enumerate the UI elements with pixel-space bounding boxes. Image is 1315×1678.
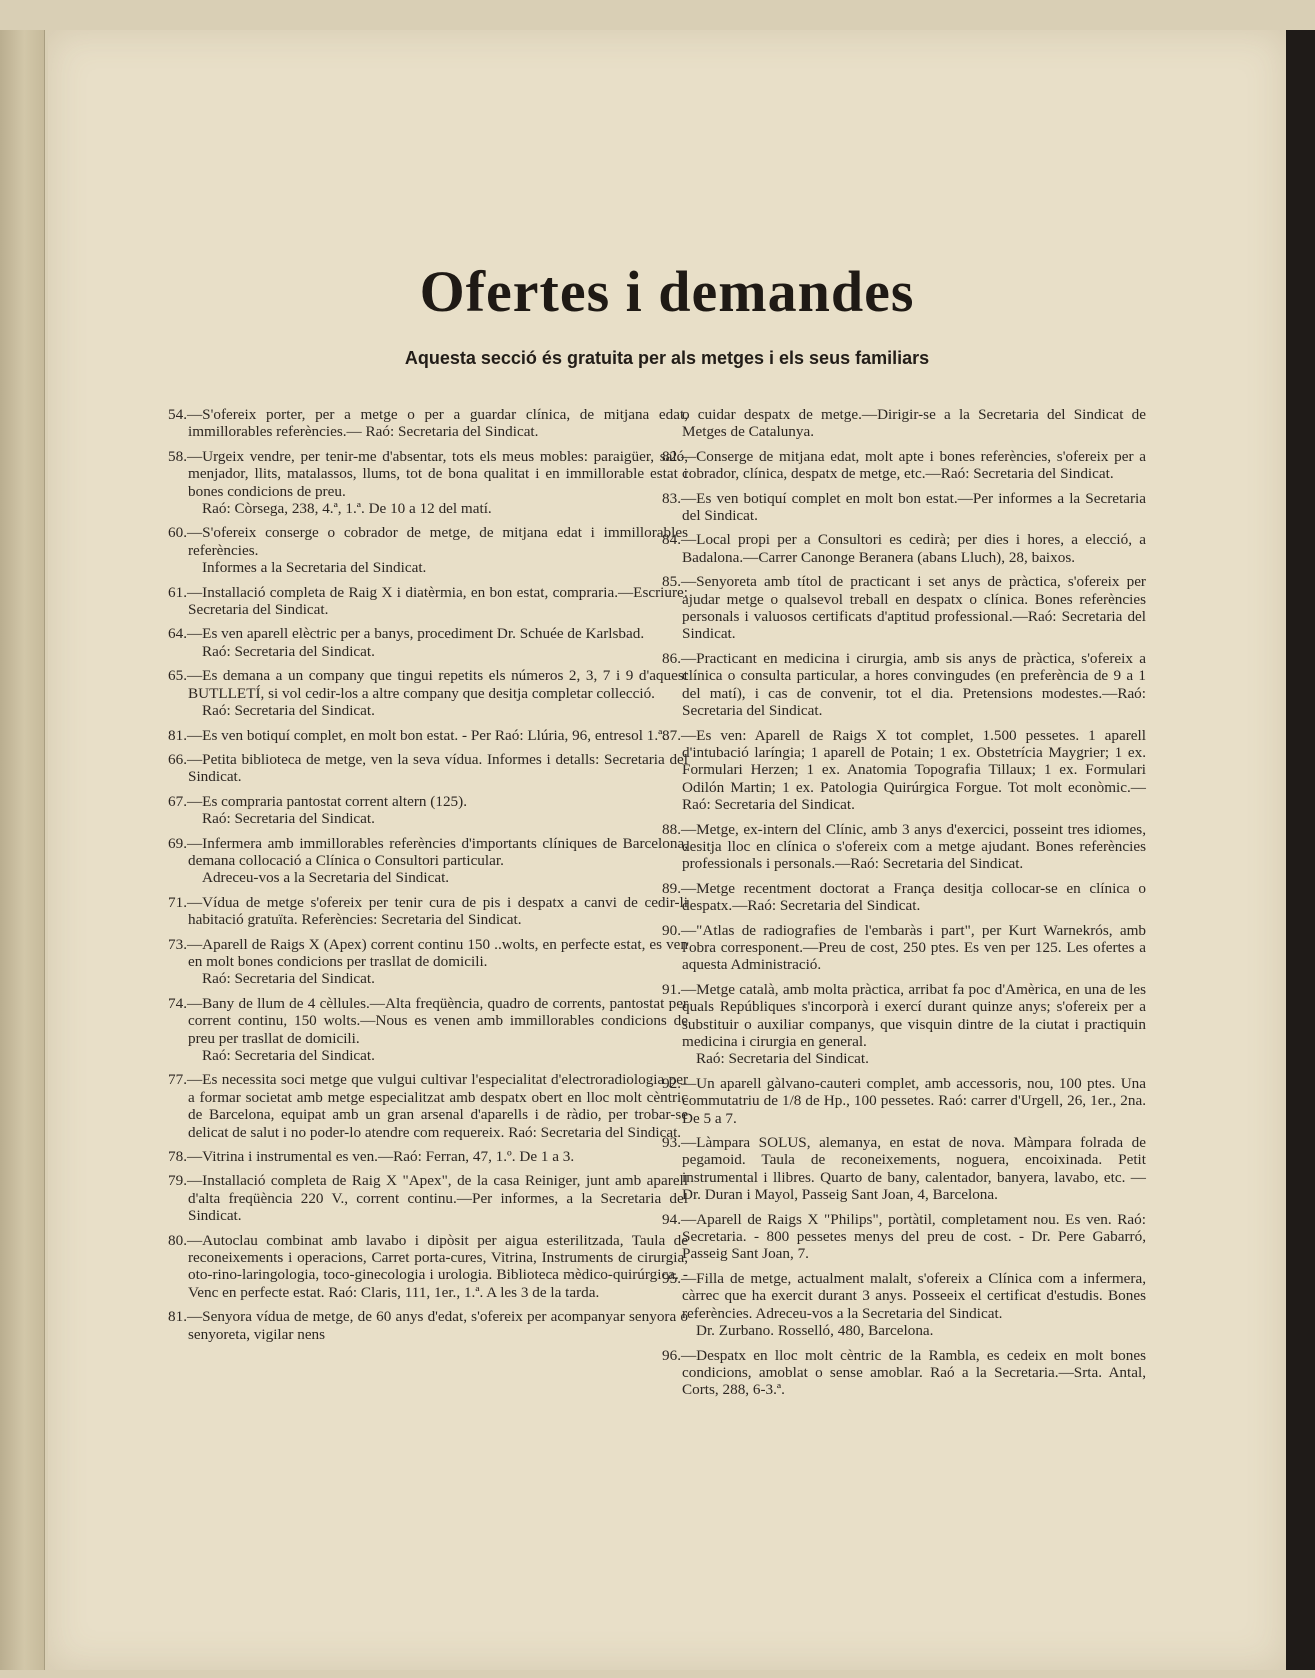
classified-entry [168, 406, 688, 441]
classified-entry [168, 524, 688, 576]
left-column [168, 406, 688, 1350]
classified-entry [662, 650, 1146, 720]
entry-text: 88.—Metge, ex-intern del Clínic, amb 3 anys d'exercici, posseint tres idiomes, desitja lloc en clínica o s'ofereix com a metge ajudant. Bones referències professionals i personals.—Raó: Secretaria del Sindicat. [662, 820, 1146, 873]
classified-entry [168, 667, 688, 719]
entry-text: 94.—Aparell de Raigs X "Philips", portàtil, completament nou. Es ven. Raó: Secretaria. - 800 pessetes menys del preu de cost. - Dr. Pere Gabarró, Passeig Sant Joan, 7. [662, 1210, 1146, 1263]
classified-entry [168, 1308, 688, 1343]
entry-text: 86.—Practicant en medicina i cirurgia, amb sis anys de pràctica, s'ofereix a clínica o consulta particular, a hores convingudes (en preferència de 9 a 1 del matí), i cas de convenir, tot el dia. Pretensions modestes.—Raó: Secretaria del Sindicat. [662, 649, 1146, 720]
classified-entry [662, 1270, 1146, 1340]
entry-contact: Informes a la Secretaria del Sindicat. [202, 559, 427, 577]
entry-text: 81.—Senyora vídua de metge, de 60 anys d'edat, s'ofereix per acompanyar senyora o senyoreta, vigilar nens [168, 1308, 688, 1343]
entry-text: 69.—Infermera amb immillorables referències d'importants clíniques de Barcelona, demana collocació a Clínica o Consultori particular. [168, 834, 688, 869]
classified-entry [662, 880, 1146, 915]
entry-contact: Raó: Secretaria del Sindicat. [202, 702, 375, 720]
entry-text: 87.—Es ven: Aparell de Raigs X tot complet, 1.500 pessetes. 1 aparell d'intubació laríngia; 1 aparell de Potain; 1 ex. Obstetrícia Maygrier; 1 ex. Formulari Herzen; 1 ex. Anatomia Topografia Tillaux; 1 ex. Formulari Odilón Martin; 1 ex. Patologia Quirúrgica Forgue. Tot molt econòmic.—Raó: Secretaria del Sindicat. [662, 726, 1146, 814]
entry-contact: Raó: Secretaria del Sindicat. [202, 1047, 375, 1064]
entry-contact: Adreceu-vos a la Secretaria del Sindicat. [202, 869, 450, 887]
classified-entry [168, 625, 688, 660]
classified-entry [168, 793, 688, 828]
page-subtitle: Aquesta secció és gratuita per als metges i els seus familiars [404, 348, 930, 368]
entry-text: 60.—S'ofereix conserge o cobrador de metge, de mitjana edat i immillorables referències. [168, 524, 688, 559]
entry-text: 71.—Vídua de metge s'ofereix per tenir cura de pis i despatx a canvi de cedir-li habitació gratuïta. Referències: Secretaria del Sindicat. [168, 893, 688, 929]
entry-text: 66.—Petita biblioteca de metge, ven la seva vídua. Informes i detalls: Secretaria del Sindicat. [168, 750, 688, 786]
classified-entry [168, 448, 688, 518]
entry-text: 83.—Es ven botiquí complet en molt bon estat.—Per informes a la Secretaria del Sindicat. [662, 489, 1146, 525]
classified-entry [168, 1071, 688, 1141]
classified-entry [662, 1211, 1146, 1263]
entry-contact: Raó: Secretaria del Sindicat. [202, 642, 375, 660]
book-spine [0, 30, 45, 1670]
entry-text: 54.—S'ofereix porter, per a metge o per a guardar clínica, de mitjana edat, immillorables referències.— Raó: Secretaria del Sindicat. [168, 406, 688, 441]
entry-text: 90.—"Atlas de radiografies de l'embaràs i part", per Kurt Warnekrós, amb l'obra corresponent.—Preu de cost, 250 ptes. Es ven per 125. Les ofertes a aquesta Administració. [662, 921, 1146, 974]
entry-contact: Raó: Secretaria del Sindicat. [202, 970, 375, 988]
page-title: Ofertes i demandes [419, 259, 915, 324]
classified-entry [662, 1347, 1146, 1399]
classified-entry [662, 448, 1146, 483]
entry-text: 80.—Autoclau combinat amb lavabo i dipòsit per aigua esterilitzada, Taula de reconeixements i operacions, Carret porta-cures, Vitrina, Instruments de cirurgia, oto-rino-laringologia, toco-ginecologia i urologia. Biblioteca mèdico-quirúrgica. - Venc en perfecte estat. Raó: Claris, 111, 1er., 1.ª. A les 3 de la tarda. [168, 1231, 688, 1301]
entry-text: 67.—Es compraria pantostat corrent altern (125). [168, 792, 468, 810]
entry-text: 85.—Senyoreta amb títol de practicant i set anys de pràctica, s'ofereix per ajudar metge o qualsevol treball en despatx o clínica. Bones referències personals i valuosos certificats d'aptitud professional.—Raó: Secretaria del Sindicat. [662, 573, 1146, 643]
entry-text: 84.—Local propi per a Consultori es cedirà; per dies i hores, a elecció, a Badalona.—Carrer Canonge Beranera (abans Lluch), 28, baixos. [662, 531, 1146, 566]
entry-text: 61.—Installació completa de Raig X i diatèrmia, en bon estat, compraria.—Escriure: Secretaria del Sindicat. [168, 583, 688, 619]
classified-entry [662, 1134, 1146, 1204]
entry-text: 58.—Urgeix vendre, per tenir-me d'absentar, tots els meus mobles: paraigüer, saló, menjador, llits, matalassos, llums, tot de bona qualitat i en immillorable estat i bones condicions de preu. [168, 447, 688, 500]
classified-entry [168, 995, 688, 1065]
classified-entry [662, 922, 1146, 974]
classified-entry [662, 573, 1146, 643]
entry-text: 93.—Làmpara SOLUS, alemanya, en estat de nova. Màmpara folrada de pegamoid. Taula de reconeixements, noguera, encoixinada. Petit instrumental i llibres. Quarto de bany, calentador, banyera, lavabo, etc. —Dr. Duran i Mayol, Passeig Sant Joan, 4, Barcelona. [662, 1134, 1146, 1204]
entry-text: 96.—Despatx en lloc molt cèntric de la Rambla, es cedeix en molt bones condicions, amoblat o sense amoblar. Raó a la Secretaria.—Srta. Antal, Corts, 288, 6-3.ª. [662, 1346, 1146, 1399]
entry-text: 73.—Aparell de Raigs X (Apex) corrent continu 150 ..wolts, en perfecte estat, es ven en molt bones condicions per trasllat de domicili. [168, 935, 688, 970]
entry-text: 82.—Conserge de mitjana edat, molt apte i bones referències, s'ofereix per a cobrador, clínica, despatx de metge, etc.—Raó: Secretaria del Sindicat. [662, 447, 1146, 483]
classified-entry [168, 1232, 688, 1302]
entry-text: 74.—Bany de llum de 4 cèllules.—Alta freqüència, quadro de corrents, pantostat per corrent continu, 150 wolts.—Nous es venen amb immillorables condicions de preu per trasllat de domicili. [168, 994, 688, 1047]
entry-text: 77.—Es necessita soci metge que vulgui cultivar l'especialitat d'electroradiologia per a formar societat amb metge especialitzat amb despatx obert en lloc molt cèntric de Barcelona, equipat amb un gran arsenal d'aparells i de ràdio, per trobar-se delicat de salut i no poder-lo atendre com requereix. Raó: Secretaria del Sindicat. [168, 1071, 688, 1141]
classified-entry [168, 751, 688, 786]
classified-entry [168, 894, 688, 929]
classified-entry [662, 406, 1146, 441]
entry-text: 79.—Installació completa de Raig X "Apex", de la casa Reiniger, junt amb aparell d'alta freqüència 220 V., corrent continu.—Per informes, a la Secretaria del Sindicat. [168, 1172, 688, 1225]
entry-text: o cuidar despatx de metge.—Dirigir-se a la Secretaria del Sindicat de Metges de Catalunya. [682, 406, 1146, 441]
classified-entry [168, 584, 688, 619]
classified-entry [662, 821, 1146, 873]
entry-text: 81.—Es ven botiquí complet, en molt bon estat. - Per Raó: Llúria, 96, entresol 1.ª. [168, 726, 667, 744]
entry-text: 65.—Es demana a un company que tingui repetits els números 2, 3, 7 i 9 d'aquest BUTLLETÍ, si vol cedir-los a altre company que desitja completar collecció. [168, 667, 688, 702]
scan-edge [1286, 30, 1315, 1670]
entry-contact: Dr. Zurbano. Rosselló, 480, Barcelona. [696, 1322, 934, 1340]
entry-contact: Raó: Còrsega, 238, 4.ª, 1.ª. De 10 a 12 del matí. [202, 500, 492, 518]
classified-entry [168, 835, 688, 887]
classified-entry [168, 936, 688, 988]
entry-text: 78.—Vitrina i instrumental es ven.—Raó: Ferran, 47, 1.º. De 1 a 3. [168, 1148, 575, 1166]
entry-text: 89.—Metge recentment doctorat a França desitja collocar-se en clínica o despatx.—Raó: Secretaria del Sindicat. [662, 879, 1146, 915]
entry-contact: Raó: Secretaria del Sindicat. [696, 1050, 869, 1068]
classified-entry [168, 1148, 688, 1165]
entry-text: 91.—Metge català, amb molta pràctica, arribat fa poc d'Amèrica, en una de les quals Repúbliques s'incorporà i exercí durant quinze anys; s'ofereix per a substituir o auxiliar companys, que visquin dintre de la ciutat i practiquin medicina i cirurgia en general. [662, 980, 1146, 1050]
classified-entry [662, 1075, 1146, 1127]
classified-entry [662, 531, 1146, 566]
entry-text: 95.—Filla de metge, actualment malalt, s'ofereix a Clínica com a infermera, càrrec que ha exercit durant 3 anys. Posseeix el certificat d'estudis. Bones referències. Adreceu-vos a la Secretaria del Sindicat. [662, 1269, 1146, 1322]
classified-entry [662, 727, 1146, 814]
entry-text: 92.—Un aparell gàlvano-cauteri complet, amb accessoris, nou, 100 ptes. Una commutatriu de 1/8 de Hp., 100 pessetes. Raó: carrer d'Urgell, 26, 1er., 2na. De 5 a 7. [662, 1074, 1146, 1127]
page-sheet [48, 30, 1286, 1670]
classified-entry [168, 727, 688, 744]
right-column [662, 406, 1146, 1406]
entry-contact: Raó: Secretaria del Sindicat. [202, 810, 375, 828]
classified-entry [662, 981, 1146, 1068]
classified-entry [168, 1172, 688, 1224]
classified-entry [662, 490, 1146, 525]
entry-text: 64.—Es ven aparell elèctric per a banys, procediment Dr. Schuée de Karlsbad. [168, 625, 645, 643]
